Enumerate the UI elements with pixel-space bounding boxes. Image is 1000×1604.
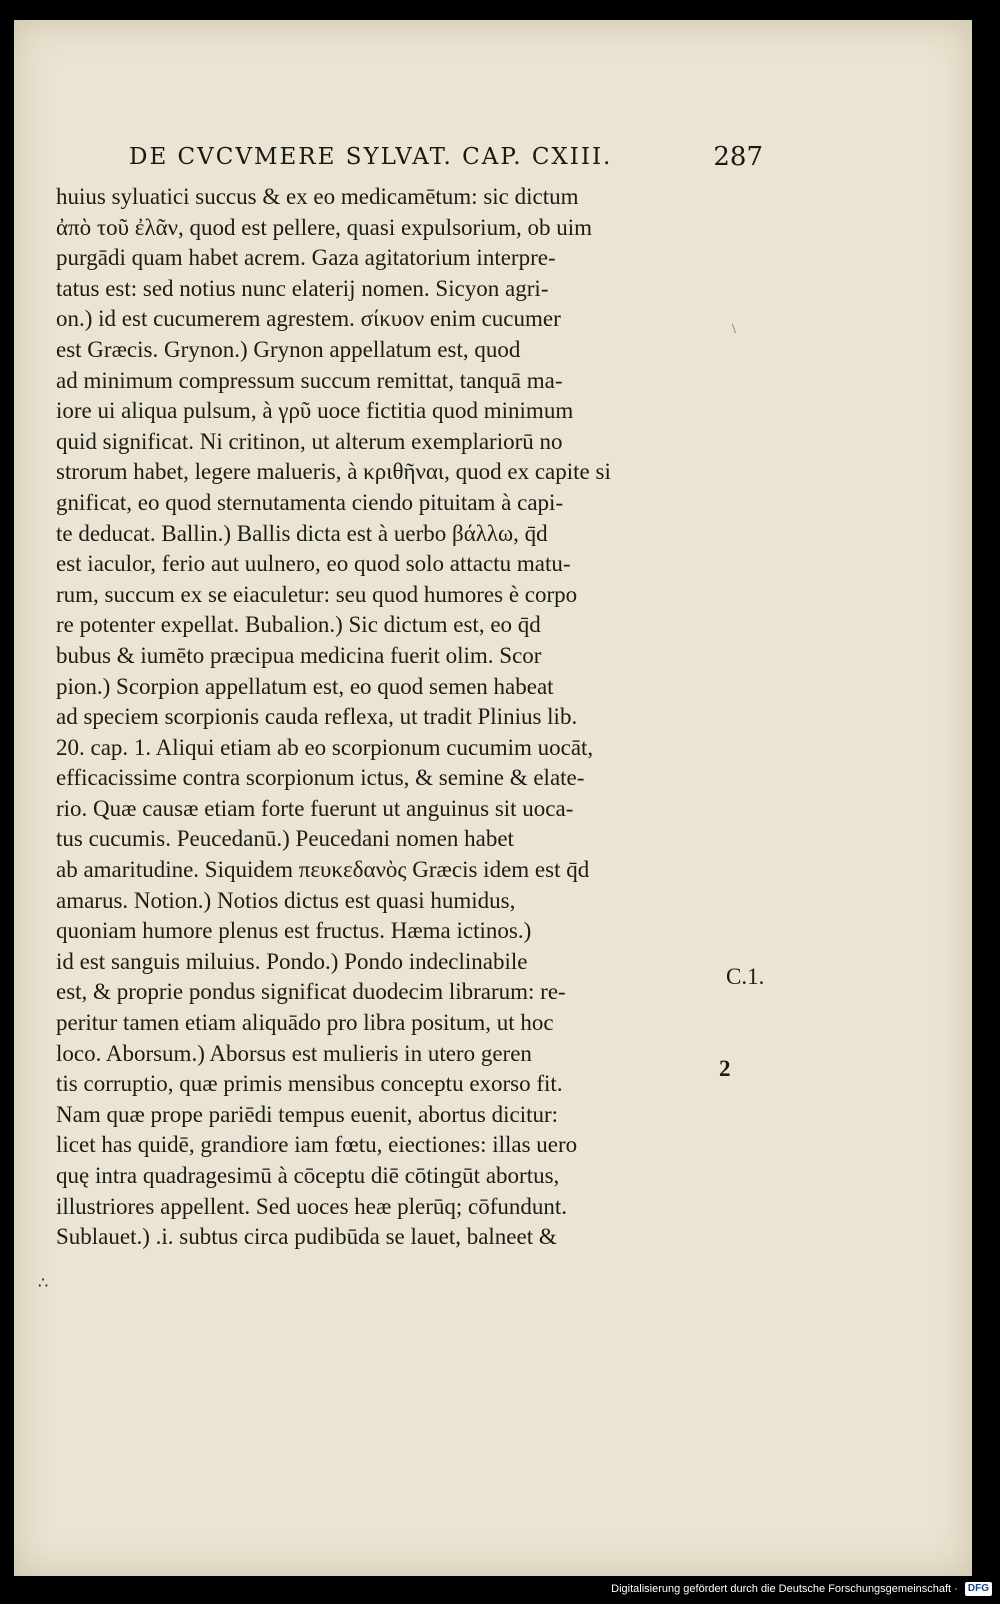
text-line: tis corruptio, quæ primis mensibus conceptu exorso fit.	[56, 1071, 563, 1097]
text-line: Sublauet.) .i. subtus circa pudibūda se lauet, balneet &	[56, 1224, 557, 1250]
text-line: rum, succum ex se eiaculetur: seu quod humores è corpo	[56, 581, 578, 607]
text-line: ad minimum compressum succum remittat, tanquā ma-	[56, 367, 563, 393]
text-line: est Græcis. Grynon.) Grynon appellatum est, quod	[56, 336, 521, 362]
text-line: est, & proprie pondus significat duodecim librarum: re-	[56, 979, 566, 1005]
text-line: amarus. Notion.) Notios dictus est quasi humidus,	[56, 887, 516, 913]
text-line: re potenter expellat. Bubalion.) Sic dictum est, eo q̄d	[56, 612, 541, 638]
text-line: ad speciem scorpionis cauda reflexa, ut tradit Plinius lib.	[56, 704, 578, 730]
text-line: Nam quæ prope pariēdi tempus euenit, abortus dicitur:	[56, 1101, 559, 1127]
text-line: ab amaritudine. Siquidem πευκεδανὸς Græcis idem est q̄d	[56, 857, 590, 883]
body-text	[56, 182, 736, 1253]
text-line: efficacissime contra scorpionum ictus, & semine & elate-	[56, 765, 585, 791]
text-line: iore ui aliqua pulsum, à γρῦ uoce fictitia quod minimum	[56, 398, 574, 424]
text-line: illustriores appellent. Sed uoces heæ plerūq; cōfundunt.	[56, 1193, 567, 1219]
margin-note-number: 2	[719, 1056, 731, 1081]
text-line: strorum habet, legere malueris, à κριθῆναι, quod ex capite si	[56, 459, 611, 485]
margin-tick-mark: \	[732, 322, 736, 337]
page-header	[129, 142, 769, 178]
text-line: tus cucumis. Peucedanū.) Peucedani nomen habet	[56, 826, 514, 852]
text-line: gnificat, eo quod sternutamenta ciendo pituitam à capi-	[56, 489, 564, 515]
text-line: id est sanguis miluius. Pondo.) Pondo indeclinabile	[56, 948, 528, 974]
running-title: DE CVCVMERE SYLVAT. CAP. CXIII.	[129, 144, 613, 170]
dfg-logo-icon: DFG	[965, 1582, 992, 1596]
book-page	[14, 20, 972, 1576]
signature-mark: C.1.	[726, 964, 765, 989]
text-line: te deducat. Ballin.) Ballis dicta est à uerbo βάλλω, q̄d	[56, 520, 548, 546]
text-line: huius syluatici succus & ex eo medicamētum: sic dictum	[56, 184, 579, 209]
page-number: 287	[713, 142, 763, 172]
text-line: peritur tamen etiam aliquādo pro libra positum, ut hoc	[56, 1010, 554, 1036]
text-line: bubus & iumēto præcipua medicina fuerit olim. Scor	[56, 642, 542, 668]
text-line: tatus est: sed notius nunc elaterij nomen. Sicyon agri-	[56, 275, 549, 301]
text-line: quę intra quadragesimū à cōceptu diē cōtingūt abortus,	[56, 1163, 560, 1188]
text-line: purgādi quam habet acrem. Gaza agitatorium interpre-	[56, 245, 556, 271]
text-line: loco. Aborsum.) Aborsus est mulieris in utero geren	[56, 1040, 532, 1066]
text-line: rio. Quæ causæ etiam forte fuerunt ut anguinus sit uoca-	[56, 795, 574, 821]
text-line: on.) id est cucumerem agrestem. σίκυον enim cucumer	[56, 306, 561, 332]
margin-dots-mark: ∴	[38, 1275, 49, 1292]
text-line: quid significat. Ni critinon, ut alterum exemplariorū no	[56, 428, 563, 454]
text-line: 20. cap. 1. Aliqui etiam ab eo scorpionum cucumim uocāt,	[56, 734, 594, 760]
credit-text: Digitalisierung gefördert durch die Deutsche Forschungsgemeinschaft ·	[611, 1583, 958, 1595]
text-line: ἀπὸ τοῦ ἐλᾶν, quod est pellere, quasi expulsorium, ob uim	[56, 214, 592, 240]
text-line: pion.) Scorpion appellatum est, eo quod semen habeat	[56, 673, 554, 699]
text-line: est iaculor, ferio aut uulnero, eo quod solo attactu matu-	[56, 551, 571, 577]
text-line: licet has quidē, grandiore iam fœtu, eiectiones: illas uero	[56, 1132, 578, 1158]
text-line: quoniam humore plenus est fructus. Hæma ictinos.)	[56, 918, 532, 944]
digitization-credit	[611, 1582, 992, 1600]
